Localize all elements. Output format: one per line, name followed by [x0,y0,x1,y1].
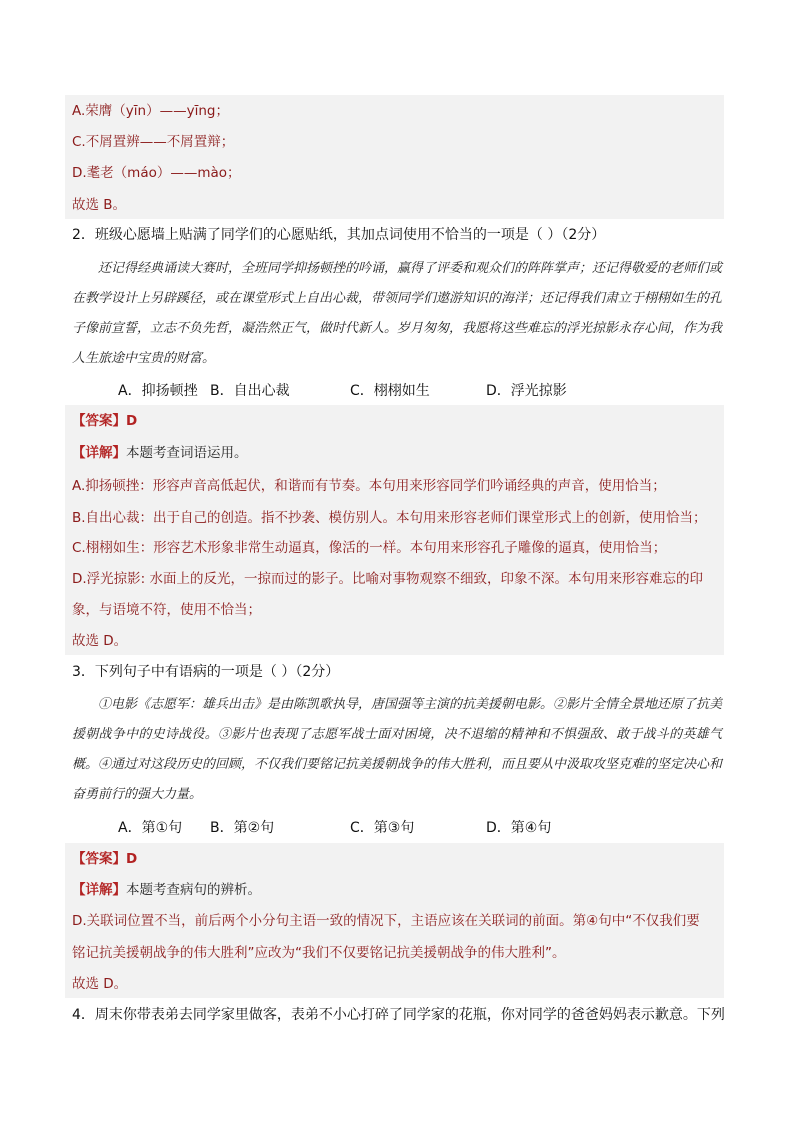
q2-answer-line [72,411,722,431]
q2-passage [72,254,722,374]
answer-tag: 【答案】 [72,851,126,867]
q2-explain-d-1: D.浮光掠影: 水面上的反光，一掠而过的影子。比喻对事物观察不细致，印象不深。本句用来形容难忘的印 [72,571,704,587]
q3-option-a[interactable]: A．第①句 [118,820,183,836]
q2-explain-a: A.抑扬顿挫：形容声音高低起伏，和谐而有节奏。本句用来形容同学们吟诵经典的声音，使用恰当； [72,478,666,494]
q3-detail: 本题考查病句的辨析。 [126,882,261,898]
q2-explain-d-2: 象，与语境不符，使用不恰当； [72,602,261,618]
q3-option-b[interactable]: B．第②句 [210,820,275,836]
q2-stem: 2．班级心愿墙上贴满了同学们的心愿贴纸，其加点词使用不恰当的一项是（ ）（2分） [72,227,606,243]
q3-passage [72,690,722,810]
q1-item-c: C.不屑置辨——不屑置辩； [72,134,235,150]
q2-detail-line [72,443,722,463]
q3-explain-d-1: D.关联词位置不当，前后两个小分句主语一致的情况下，主语应该在关联词的前面。第④句中“不仅我们要 [72,913,700,929]
q3-detail-line [72,880,722,900]
q3-answer-line [72,849,722,869]
q2-explain-b: B.自出心裁：出于自己的创造。指不抄袭、模仿别人。本句用来形容老师们课堂形式上的创新，使用恰当； [72,510,707,526]
q3-answer: D [126,851,138,867]
q2-detail: 本题考查词语运用。 [126,445,248,461]
q3-option-d[interactable]: D．第④句 [486,820,552,836]
q3-passage-text: ①电影《志愿军：雄兵出击》是由陈凯歌执导，唐国强等主演的抗美援朝电影。②影片全情全景地还原了抗美援朝战争中的史诗战役。③影片也表现了志愿军战士面对困境，决不退缩的精神和不惧强敌、敢于战斗的英雄气概。④通过对这段历史的回顾，不仅我们要铭记抗美援朝战争的伟大胜利，而且要从中汲取攻坚克难的坚定决心和奋勇前行的强大力量。 [72,697,723,802]
q1-item-a: A.荣膺（yīn）——yīng； [72,103,229,119]
q3-option-c[interactable]: C．第③句 [350,820,415,836]
detail-tag: 【详解】 [72,882,126,898]
q1-answer: 故选 B。 [72,197,127,213]
q2-answer: D [126,413,138,429]
q2-option-a[interactable]: A．抑扬顿挫 [118,383,198,399]
answer-tag: 【答案】 [72,413,126,429]
detail-tag: 【详解】 [72,445,126,461]
q4-stem: 4．周末你带表弟去同学家里做客，表弟不小心打碎了同学家的花瓶，你对同学的爸爸妈妈表示歉意。下列 [72,1007,725,1023]
q3-explain-d-2: 铭记抗美援朝战争的伟大胜利”应改为“我们不仅要铭记抗美援朝战争的伟大胜利”。 [72,945,566,961]
q3-stem: 3．下列句子中有语病的一项是（ ）（2分） [72,664,340,680]
q2-explain-c: C.栩栩如生：形容艺术形象非常生动逼真，像活的一样。本句用来形容孔子雕像的逼真，使用恰当； [72,540,667,556]
q2-option-b[interactable]: B．自出心裁 [210,383,290,399]
q2-passage-text: 还记得经典诵读大赛时，全班同学抑扬顿挫的吟诵，赢得了评委和观众们的阵阵掌声；还记得敬爱的老师们或在教学设计上另辟蹊径，或在课堂形式上自出心裁，带领同学们遨游知识的海洋；还记得我们肃立于栩栩如生的孔子像前宣誓，立志不负先哲，凝浩然正气，做时代新人。岁月匆匆，我愿将这些难忘的浮光掠影永存心间，作为我人生旅途中宝贵的财富。 [72,261,723,366]
q3-final-answer: 故选 D。 [72,976,128,992]
q2-option-d[interactable]: D．浮光掠影 [486,383,567,399]
q2-option-c[interactable]: C．栩栩如生 [350,383,430,399]
q1-item-d: D.耄老（máo）——mào； [72,165,241,181]
q2-final-answer: 故选 D。 [72,633,128,649]
